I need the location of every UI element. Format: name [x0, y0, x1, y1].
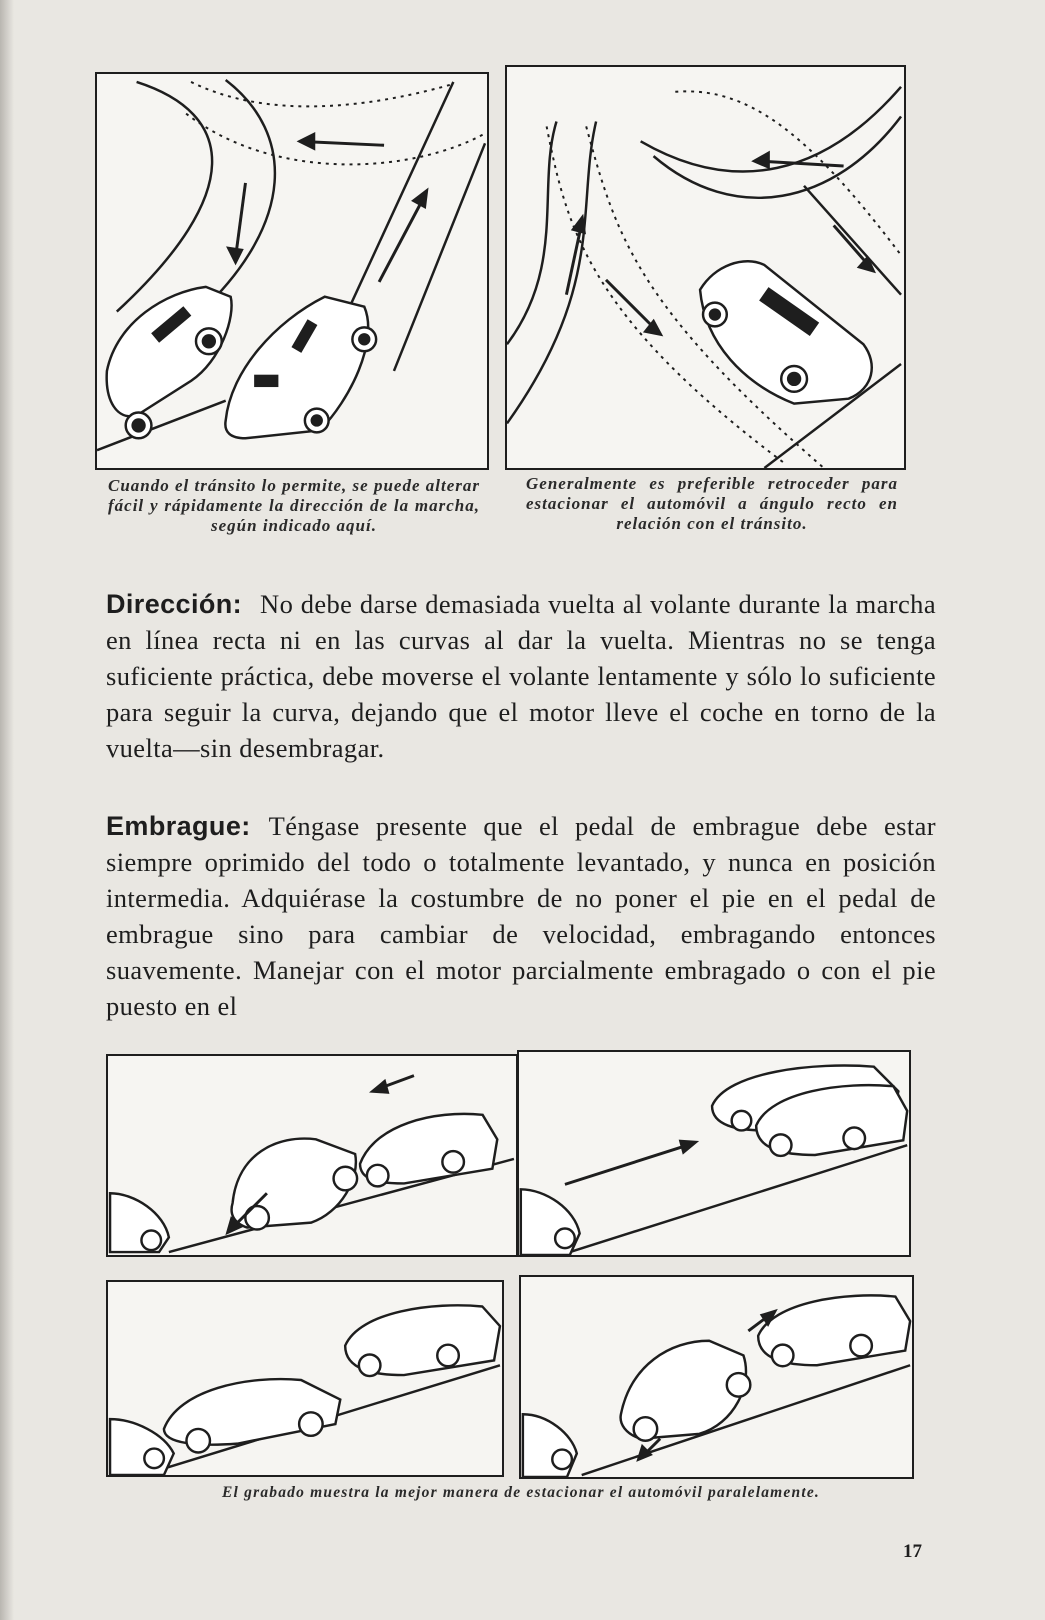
car-parking-drawing: [700, 261, 872, 403]
page-number: 17: [903, 1541, 922, 1562]
u-turn-drawing: [97, 74, 487, 468]
u-turn-illustration: [95, 72, 489, 470]
parallel-parking-step-4: [519, 1275, 914, 1479]
parallel-parking-step-2: [517, 1050, 911, 1257]
page-spine-shadow: [0, 0, 14, 1620]
car-left-drawing: [107, 287, 232, 438]
parking-step-2-drawing: [519, 1052, 909, 1255]
section-text-embrague: Téngase presente que el pedal de embrague debe estar siempre oprimido del todo o totalmente levantado, y nunca en posición intermedia. Adquiérase la costumbre de no poner el pie en el pedal de embrague sino para cambiar de velocidad, embragando entonces suavemente. Manejar con el motor parcialmente embragado o con el pie puesto en el: [106, 811, 936, 1021]
section-heading-embrague: Embrague:: [106, 811, 251, 841]
caption-back-parking: Generalmente es preferible retroceder para estacionar el automóvil a ángulo recto en relación con el tránsito.: [526, 474, 898, 533]
back-parking-drawing: [507, 67, 904, 468]
caption-u-turn: Cuando el tránsito lo permite, se puede alterar fácil y rápidamente la dirección de la marcha, según indicado aquí.: [108, 476, 480, 535]
section-embrague: [106, 808, 936, 1024]
back-parking-illustration: [505, 65, 906, 470]
section-text-direccion: No debe darse demasiada vuelta al volante durante la marcha en línea recta ni en las curvas al dar la vuelta. Mientras no se tenga suficiente práctica, debe moverse el volante lentamente y sólo lo suficiente para seguir la curva, dejando que el motor lleve el coche en torno de la vuelta—sin desembragar.: [106, 589, 936, 763]
parking-step-4-drawing: [521, 1277, 912, 1477]
section-heading-direccion: Dirección:: [106, 589, 243, 619]
parallel-parking-step-3: [106, 1280, 504, 1477]
section-direccion: [106, 586, 936, 766]
parallel-parking-caption: El grabado muestra la mejor manera de estacionar el automóvil paralelamente.: [222, 1484, 820, 1501]
car-right-drawing: [225, 297, 376, 439]
parking-step-3-drawing: [108, 1282, 502, 1475]
parallel-parking-step-1: [106, 1054, 518, 1257]
parking-step-1-drawing: [108, 1056, 516, 1255]
